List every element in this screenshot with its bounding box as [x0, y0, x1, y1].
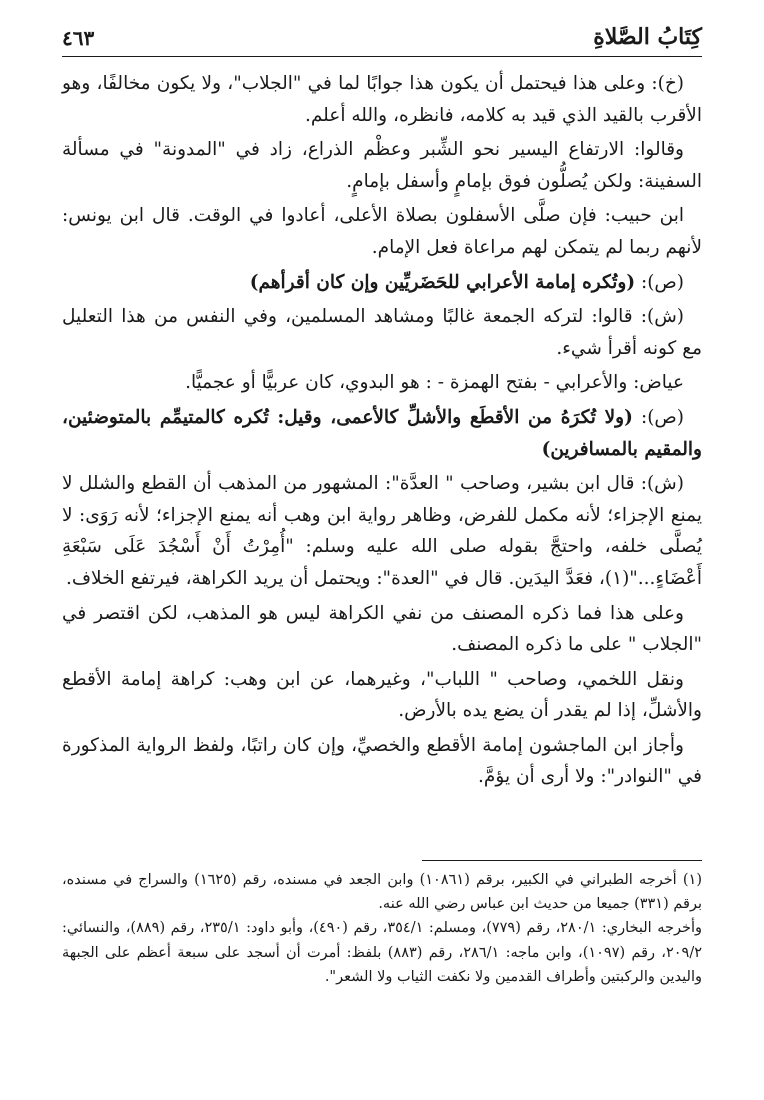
running-title: كِتَابُ الصَّلاةِ	[593, 24, 702, 50]
page-header	[62, 16, 702, 50]
paragraph: (خ): وعلى هذا فيحتمل أن يكون هذا جوابًا لما في "الجلاب"، ولا يكون مخالفًا، وهو الأقرب بالقيد الذي قيد به كلامه، فانظره، والله أعلم.	[62, 73, 702, 126]
footnote-divider	[422, 860, 702, 861]
matn-text: (وتُكره إمامة الأعرابي للحَضَريِّين وإن كان أقرأهم)	[249, 271, 636, 293]
matn-label: (ص):	[635, 271, 684, 293]
paragraph: وقالوا: الارتفاع اليسير نحو الشِّبر وعظْم الذراع، زاد في "المدونة" في مسألة السفينة: ولكن يُصلُّون فوق بإمامٍ وأسفل بإمامٍ.	[62, 139, 702, 192]
paragraph: (ش): قالوا: لتركه الجمعة غالبًا ومشاهد المسلمين، وفي النفس من هذا التعليل مع كونه أقرأ شيء.	[62, 306, 702, 359]
header-divider	[62, 56, 702, 57]
matn-label: (ص):	[632, 406, 684, 428]
footnote: وأخرجه البخاري: ٢٨٠/١، رقم (٧٧٩)، ومسلم: ٣٥٤/١، رقم (٤٩٠)، وأبو داود: ٢٣٥/١، رقم (٨٨٩)، والنسائي: ٢٠٩/٢، رقم (١٠٩٧)، وابن ماجه: ٢٨٦/١، رقم (٨٨٣) بلفظ: أمرت أن أسجد على سبعة أعظم على الجبهة واليدين والركبتين وأطراف القدمين ولا نكفت الثياب ولا الشعر".	[62, 920, 703, 985]
paragraph: ابن حبيب: فإن صلَّى الأسفلون بصلاة الأعلى، أعادوا في الوقت. قال ابن يونس: لأنهم ربما لم يتمكن لهم مراعاة فعل الإمام.	[62, 205, 702, 258]
paragraph: وأجاز ابن الماجشون إمامة الأقطع والخصيِّ، وإن كان راتبًا، ولفظ الرواية المذكورة في "النوادر": ولا أرى أن يؤمَّ.	[62, 734, 702, 788]
page-number: ٤٦٣	[62, 26, 95, 50]
paragraph: ونقل اللخمي، وصاحب " اللباب"، وغيرهما، عن ابن وهب: كراهة إمامة الأقطع والأشلِّ، إذا لم يقدر أن يضع يده بالأرض.	[62, 668, 702, 722]
paragraph: (ش): قال ابن بشير، وصاحب " العدَّة": المشهور من المذهب أن القطع والشلل لا يمنع الإجزاء؛ لأنه مكمل للفرض، وظاهر رواية ابن وهب أنه يمنع الإجزاء؛ لأنه رَوَى: لا يُصلَّى خلفه، واحتجَّ بقوله صلى الله عليه وسلم: "أُمِرْتُ أَنْ أَسْجُدَ عَلَى سَبْعَةِ أَعْضَاءٍ..."(١)، فعَدَّ اليدَين. قال في "العدة": ويحتمل أن يريد الكراهة، فيرتفع الخلاف.	[62, 473, 702, 589]
paragraph: وعلى هذا فما ذكره المصنف من نفي الكراهة ليس هو المذهب، لكن اقتصر في "الجلاب " على ما ذكره المصنف.	[62, 602, 702, 656]
matn-text: (ولا تُكرَهُ من الأقطَع والأشلِّ كالأعمى، وقيل: تُكره كالمتيمِّم بالمتوضئين، والمقيم بالمسافرين)	[62, 406, 702, 460]
matn-paragraph	[62, 402, 702, 465]
main-text	[62, 68, 702, 796]
footnote: (١) أخرجه الطبراني في الكبير، برقم (١٠٨٦١) وابن الجعد في مسنده، رقم (١٦٢٥) والسراج في مسنده، برقم (٣٣١) جميعا من حديث ابن عباس رضي الله عنه.	[62, 872, 702, 913]
matn-paragraph	[62, 267, 702, 299]
footnotes	[62, 868, 702, 989]
paragraph: عياض: والأعرابي - بفتح الهمزة - : هو البدوي، كان عربيًّا أو عجميًّا.	[185, 372, 684, 394]
